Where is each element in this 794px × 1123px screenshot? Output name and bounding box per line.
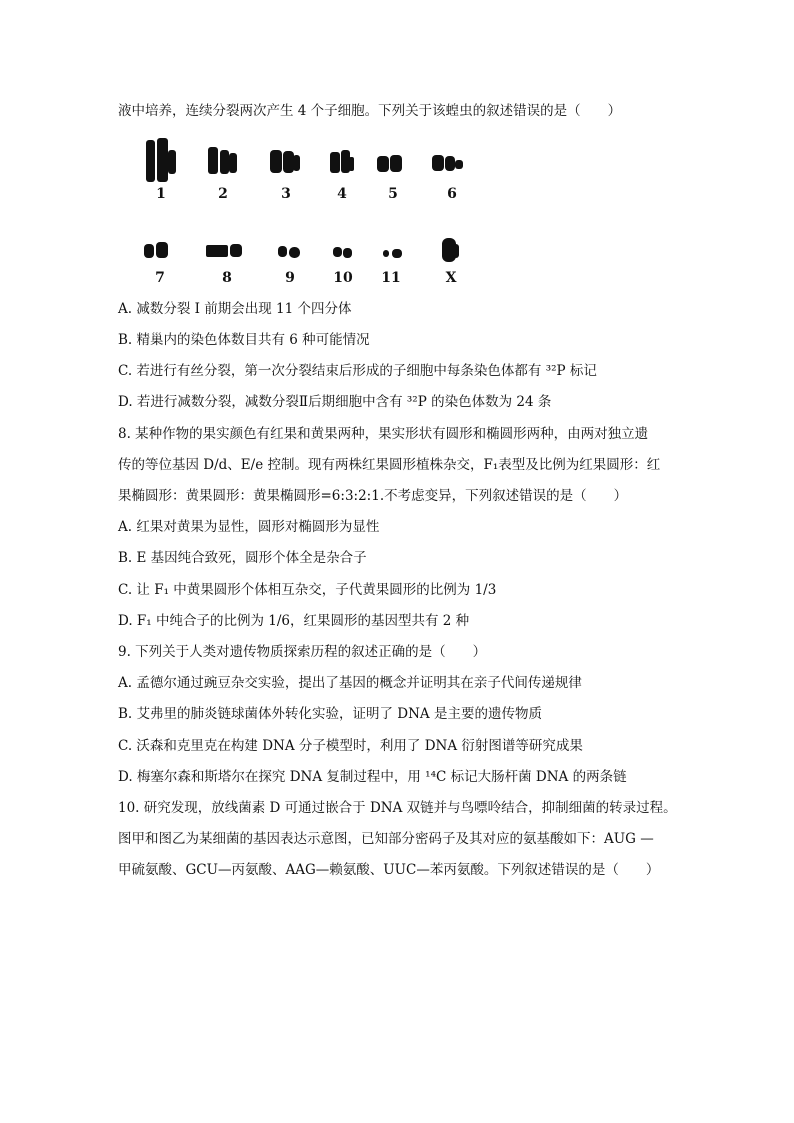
q9-option-d: D. 梅塞尔森和斯塔尔在探究 DNA 复制过程中，用 ¹⁴C 标记大肠杆菌 DNA 的两条链 xyxy=(118,769,627,785)
chromosome-label: 8 xyxy=(222,270,232,286)
chromosome-label: 10 xyxy=(333,270,353,286)
question-8-stem: 传的等位基因 D/d、E/e 控制。现有两株红果圆形植株杂交，F₁表型及比例为红果圆形：红 xyxy=(118,457,661,473)
question-8-stem: 8. 某种作物的果实颜色有红果和黄果两种，果实形状有圆形和椭圆形两种，由两对独立遗 xyxy=(118,426,649,442)
q7-option-c: C. 若进行有丝分裂，第一次分裂结束后形成的子细胞中每条染色体都有 ³²P 标记 xyxy=(118,363,597,379)
chromosome-label: 5 xyxy=(388,186,398,202)
question-10-stem: 甲硫氨酸、GCU—丙氨酸、AAG—赖氨酸、UUC—苯丙氨酸。下列叙述错误的是（ ） xyxy=(118,862,660,878)
karyotype-figure xyxy=(0,0,794,300)
q9-option-c: C. 沃森和克里克在构建 DNA 分子模型时，利用了 DNA 衍射图谱等研究成果 xyxy=(118,738,583,754)
chromosome-label: 11 xyxy=(381,270,401,286)
q8-option-c: C. 让 F₁ 中黄果圆形个体相互杂交，子代黄果圆形的比例为 1/3 xyxy=(118,582,497,598)
q7-option-b: B. 精巢内的染色体数目共有 6 种可能情况 xyxy=(118,332,370,348)
chromosome-label: 7 xyxy=(155,270,165,286)
chromosome-label: X xyxy=(445,270,457,286)
q9-option-a: A. 孟德尔通过豌豆杂交实验，提出了基因的概念并证明其在亲子代间传递规律 xyxy=(118,675,582,691)
chromosome-label: 4 xyxy=(337,186,347,202)
q8-option-d: D. F₁ 中纯合子的比例为 1/6，红果圆形的基因型共有 2 种 xyxy=(118,613,470,629)
chromosome-label: 3 xyxy=(281,186,291,202)
chromosome-label: 6 xyxy=(447,186,457,202)
q7-option-d: D. 若进行减数分裂，减数分裂Ⅱ后期细胞中含有 ³²P 的染色体数为 24 条 xyxy=(118,394,552,410)
question-9-stem: 9. 下列关于人类对遗传物质探索历程的叙述正确的是（ ） xyxy=(118,644,487,660)
q9-option-b: B. 艾弗里的肺炎链球菌体外转化实验，证明了 DNA 是主要的遗传物质 xyxy=(118,706,542,722)
chromosome-label: 1 xyxy=(156,186,166,202)
question-7-stem-end: 液中培养，连续分裂两次产生 4 个子细胞。下列关于该蝗虫的叙述错误的是（ ） xyxy=(118,103,622,119)
chromosome-label: 2 xyxy=(218,186,228,202)
question-10-stem: 图甲和图乙为某细菌的基因表达示意图，已知部分密码子及其对应的氨基酸如下：AUG — xyxy=(118,831,654,847)
chromosome-label: 9 xyxy=(285,270,295,286)
question-8-stem: 果椭圆形：黄果圆形：黄果椭圆形=6:3:2:1.不考虑变异，下列叙述错误的是（ ） xyxy=(118,488,628,504)
q8-option-a: A. 红果对黄果为显性，圆形对椭圆形为显性 xyxy=(118,519,380,535)
q7-option-a: A. 减数分裂 I 前期会出现 11 个四分体 xyxy=(118,301,352,317)
question-10-stem: 10. 研究发现，放线菌素 D 可通过嵌合于 DNA 双链并与鸟嘌呤结合，抑制细菌的转录过程。 xyxy=(118,800,677,816)
q8-option-b: B. E 基因纯合致死，圆形个体全是杂合子 xyxy=(118,550,367,566)
